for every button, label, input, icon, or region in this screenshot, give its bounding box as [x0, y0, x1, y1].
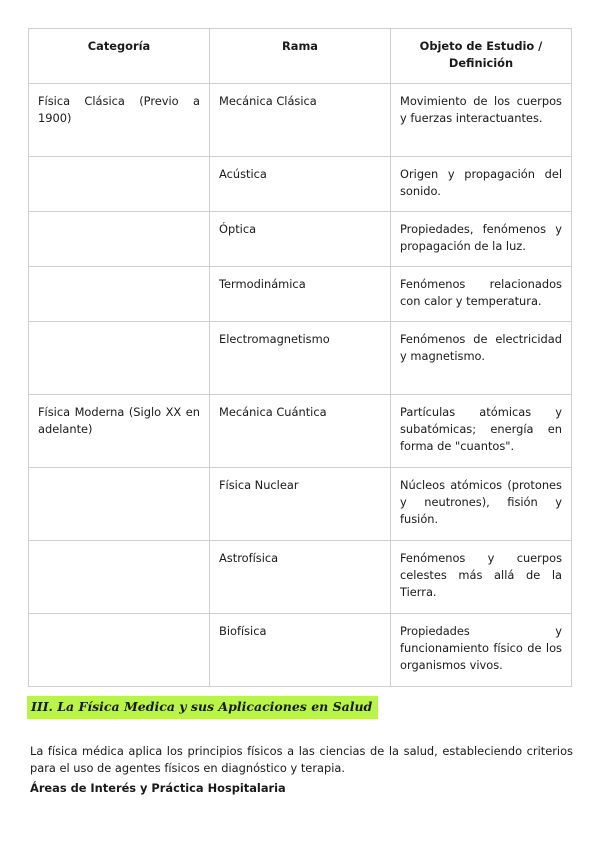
table-row [29, 468, 572, 541]
cell-definicion: Núcleos atómicos (protones y neutrones), fisión y fusión. [391, 468, 572, 541]
cell-categoria: Física Clásica (Previo a 1900) [29, 84, 210, 157]
section-subheading: Áreas de Interés y Práctica Hospitalaria [30, 781, 286, 795]
header-rama: Rama [210, 29, 391, 84]
table-row [29, 157, 572, 212]
cell-rama: Mecánica Cuántica [210, 395, 391, 468]
table-row [29, 84, 572, 157]
cell-rama: Electromagnetismo [210, 322, 391, 395]
cell-definicion: Partículas atómicas y subatómicas; energía en forma de "cuantos". [391, 395, 572, 468]
cell-rama: Acústica [210, 157, 391, 212]
table-row [29, 212, 572, 267]
cell-definicion: Propiedades y funcionamiento físico de los organismos vivos. [391, 614, 572, 687]
section-intro-paragraph: La física médica aplica los principios físicos a las ciencias de la salud, estableciendo criterios para el uso de agentes físicos en diagnóstico y terapia. [30, 744, 573, 776]
cell-rama: Física Nuclear [210, 468, 391, 541]
table-row [29, 322, 572, 395]
cell-categoria [29, 468, 210, 541]
cell-categoria [29, 614, 210, 687]
cell-definicion: Movimiento de los cuerpos y fuerzas interactuantes. [391, 84, 572, 157]
table-row [29, 541, 572, 614]
cell-categoria [29, 267, 210, 322]
cell-categoria: Física Moderna (Siglo XX en adelante) [29, 395, 210, 468]
physics-branches-table [28, 28, 572, 687]
cell-definicion: Fenómenos y cuerpos celestes más allá de la Tierra. [391, 541, 572, 614]
cell-categoria [29, 322, 210, 395]
section-title: III. La Física Medica y sus Aplicaciones en Salud [27, 696, 378, 719]
cell-categoria [29, 157, 210, 212]
header-categoria: Categoría [29, 29, 210, 84]
cell-definicion: Origen y propagación del sonido. [391, 157, 572, 212]
table-header-row [29, 29, 572, 84]
header-objeto-estudio: Objeto de Estudio / Definición [391, 29, 572, 84]
cell-rama: Termodinámica [210, 267, 391, 322]
cell-definicion: Fenómenos de electricidad y magnetismo. [391, 322, 572, 395]
physics-branches-table-container [28, 28, 571, 687]
cell-rama: Biofísica [210, 614, 391, 687]
cell-definicion: Fenómenos relacionados con calor y temperatura. [391, 267, 572, 322]
table-row [29, 395, 572, 468]
cell-categoria [29, 541, 210, 614]
cell-rama: Astrofísica [210, 541, 391, 614]
cell-rama: Óptica [210, 212, 391, 267]
cell-rama: Mecánica Clásica [210, 84, 391, 157]
table-row [29, 614, 572, 687]
cell-categoria [29, 212, 210, 267]
cell-definicion: Propiedades, fenómenos y propagación de la luz. [391, 212, 572, 267]
table-row [29, 267, 572, 322]
